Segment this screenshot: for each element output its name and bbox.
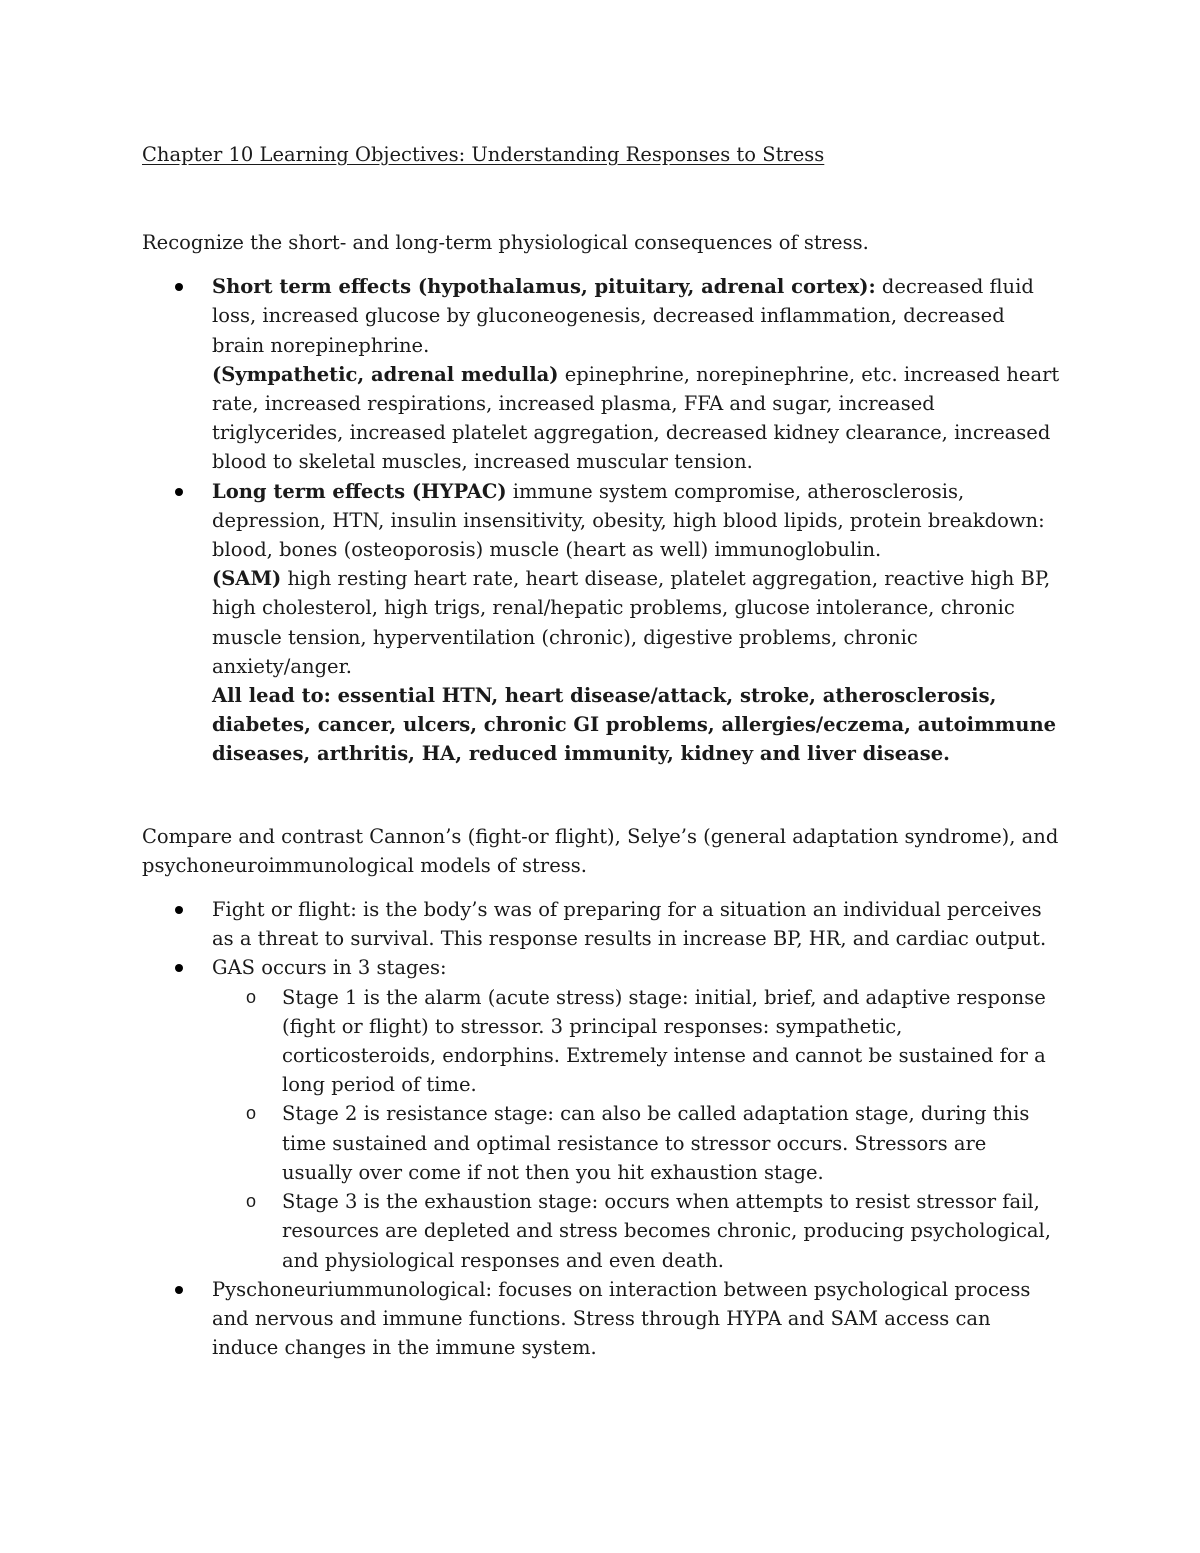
bold-label: Long term effects (HYPAC) bbox=[212, 479, 507, 503]
item-part bbox=[212, 477, 1062, 565]
bullet-icon bbox=[175, 488, 183, 496]
bullet-icon bbox=[175, 906, 183, 914]
circle-bullet-icon: o bbox=[246, 1191, 257, 1212]
circle-bullet-icon: o bbox=[246, 986, 257, 1007]
bullet-icon bbox=[175, 1286, 183, 1294]
item-part bbox=[212, 360, 1062, 477]
item-part bbox=[212, 272, 1062, 360]
sub-item-text: Stage 1 is the alarm (acute stress) stage: initial, brief, and adaptive response (fight or flight) to stressor. 3 principal responses: sympathetic, corticosteroids, endorphins. Extremely intense and cannot be sustained for a long period of time. bbox=[282, 985, 1046, 1097]
sub-item-text: Stage 3 is the exhaustion stage: occurs when attempts to resist stressor fail, resources are depleted and stress becomes chronic, producing psychological, and physiological responses and even death. bbox=[282, 1190, 1051, 1272]
page-title: Chapter 10 Learning Objectives: Understanding Responses to Stress bbox=[142, 143, 825, 166]
item-part bbox=[212, 681, 1062, 769]
sub-list-item bbox=[212, 983, 1062, 1100]
document-page bbox=[142, 140, 1062, 1362]
section1-list bbox=[142, 272, 1062, 768]
sub-list-item bbox=[212, 1099, 1062, 1187]
item-text: immune system compromise, atherosclerosis, depression, HTN, insulin insensitivity, obesity, high blood lipids, protein breakdown: blood, bones (osteoporosis) muscle (heart as well) immunoglobulin. bbox=[212, 479, 1045, 562]
bold-label: Short term effects (hypothalamus, pituitary, adrenal cortex): bbox=[212, 275, 876, 299]
bold-label: All lead to: essential HTN, heart disease/attack, stroke, atherosclerosis, diabetes, cancer, ulcers, chronic GI problems, allergies/eczema, autoimmune diseases, arthritis, HA, reduced immunity, kidney and liver disease. bbox=[212, 684, 1057, 766]
sub-list bbox=[212, 983, 1062, 1275]
item-part bbox=[212, 564, 1062, 681]
bold-label: (Sympathetic, adrenal medulla) bbox=[212, 362, 559, 386]
section2-list bbox=[142, 895, 1062, 1362]
item-text: decreased fluid loss, increased glucose by gluconeogenesis, decreased inflammation, decreased brain norepinephrine. bbox=[212, 275, 1034, 357]
item-text: high resting heart rate, heart disease, platelet aggregation, reactive high BP, high cholesterol, high trigs, renal/hepatic problems, glucose intolerance, chronic muscle tension, hyperventilation (chronic), digestive problems, chronic anxiety/anger. bbox=[212, 567, 1051, 678]
bold-label: (SAM) bbox=[212, 567, 282, 591]
sub-list-item bbox=[212, 1187, 1062, 1275]
item-text: GAS occurs in 3 stages: bbox=[212, 956, 447, 980]
list-item bbox=[142, 477, 1062, 769]
list-item bbox=[142, 272, 1062, 476]
list-item bbox=[142, 953, 1062, 1274]
item-text: Pyschoneuriummunological: focuses on interaction between psychological process and nervous and immune functions. Stress through HYPA and SAM access can induce changes in the immune system. bbox=[212, 1277, 1031, 1360]
bullet-icon bbox=[175, 964, 183, 972]
bullet-icon bbox=[175, 283, 183, 291]
section2-heading: Compare and contrast Cannon’s (fight-or flight), Selye’s (general adaptation syndrome), and psychoneuroimmunological models of stress. bbox=[142, 824, 1059, 877]
item-text: epinephrine, norepinephrine, etc. increased heart rate, increased respirations, increased plasma, FFA and sugar, increased triglycerides, increased platelet aggregation, decreased kidney clearance, increased blood to skeletal muscles, increased muscular tension. bbox=[212, 362, 1060, 474]
item-text: Fight or flight: is the body’s was of preparing for a situation an individual perceives as a threat to survival. This response results in increase BP, HR, and cardiac output. bbox=[212, 898, 1047, 951]
sub-item-text: Stage 2 is resistance stage: can also be called adaptation stage, during this time sustained and optimal resistance to stressor occurs. Stressors are usually over come if not then you hit exhaustion stage. bbox=[282, 1102, 1030, 1184]
list-item bbox=[142, 895, 1062, 953]
circle-bullet-icon: o bbox=[246, 1103, 257, 1124]
section1-heading: Recognize the short- and long-term physiological consequences of stress. bbox=[142, 231, 869, 254]
list-item bbox=[142, 1275, 1062, 1363]
